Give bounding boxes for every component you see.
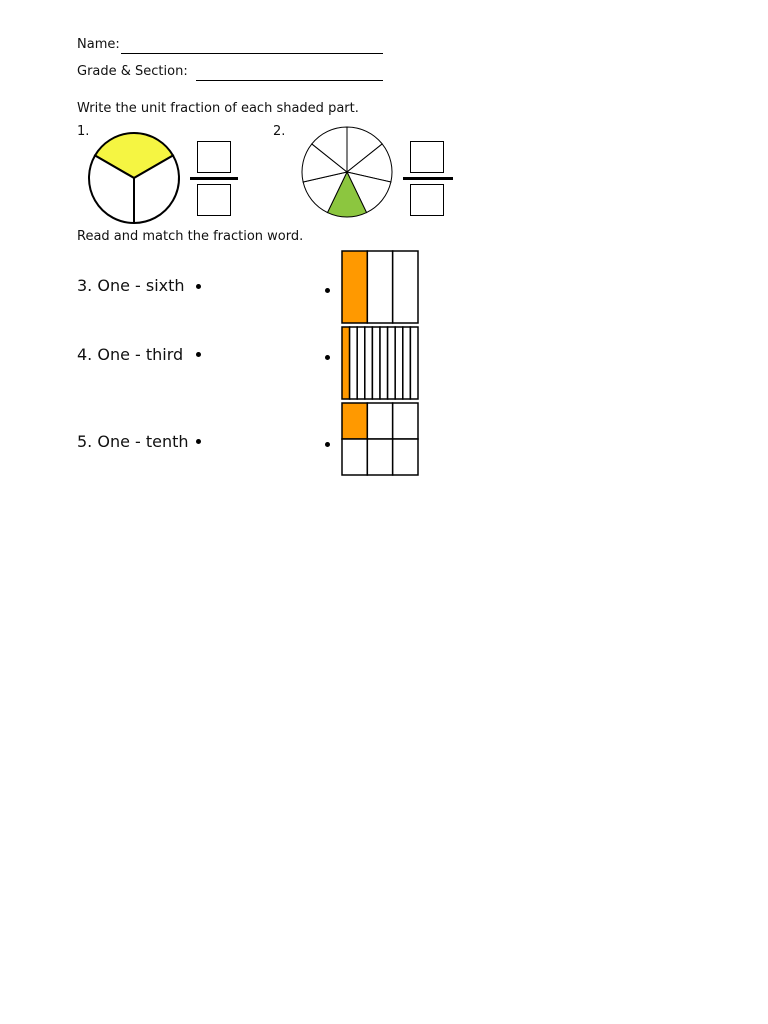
instruction-unit-fraction: Write the unit fraction of each shaded part. (77, 101, 359, 116)
shaded-cell (342, 327, 350, 399)
model-cell (367, 251, 392, 323)
model-cell (410, 327, 418, 399)
numerator-box-2[interactable] (410, 141, 444, 173)
fraction-bar-1 (190, 177, 238, 180)
model-cell (342, 439, 367, 475)
match-dot-right-3[interactable] (325, 442, 330, 447)
model-cell (393, 439, 418, 475)
instruction-match: Read and match the fraction word. (77, 229, 304, 244)
model-cell (367, 439, 392, 475)
item-number-1: 1. (77, 124, 90, 139)
match-dot-left-1[interactable] (196, 284, 201, 289)
model-cell (395, 327, 403, 399)
shaded-cell (342, 403, 367, 439)
model-tenths-bar (342, 327, 418, 399)
word-one-sixth: 3. One - sixth (77, 276, 185, 295)
model-cell (367, 403, 392, 439)
model-cell (388, 327, 396, 399)
fraction-circle-sevenths (299, 126, 395, 218)
grade-section-label: Grade & Section: (77, 64, 188, 79)
numerator-box-1[interactable] (197, 141, 231, 173)
item-number-2: 2. (273, 124, 286, 139)
denominator-box-1[interactable] (197, 184, 231, 216)
model-cell (403, 327, 411, 399)
model-cell (365, 327, 373, 399)
match-dot-left-2[interactable] (196, 352, 201, 357)
denominator-box-2[interactable] (410, 184, 444, 216)
fraction-circle-thirds (87, 132, 181, 224)
word-one-tenth: 5. One - tenth (77, 432, 189, 451)
name-label: Name: (77, 37, 120, 52)
model-cell (393, 403, 418, 439)
model-cell (357, 327, 365, 399)
fraction-bar-2 (403, 177, 453, 180)
name-blank-line[interactable] (121, 53, 383, 54)
model-thirds-bar (342, 251, 418, 323)
model-sixths-grid (342, 403, 418, 475)
grade-section-blank-line[interactable] (196, 80, 383, 81)
model-cell (372, 327, 380, 399)
model-cell (350, 327, 358, 399)
model-cell (380, 327, 388, 399)
word-one-third: 4. One - third (77, 345, 184, 364)
model-cell (393, 251, 418, 323)
match-dot-right-2[interactable] (325, 355, 330, 360)
shaded-cell (342, 251, 367, 323)
match-dot-right-1[interactable] (325, 288, 330, 293)
match-dot-left-3[interactable] (196, 439, 201, 444)
